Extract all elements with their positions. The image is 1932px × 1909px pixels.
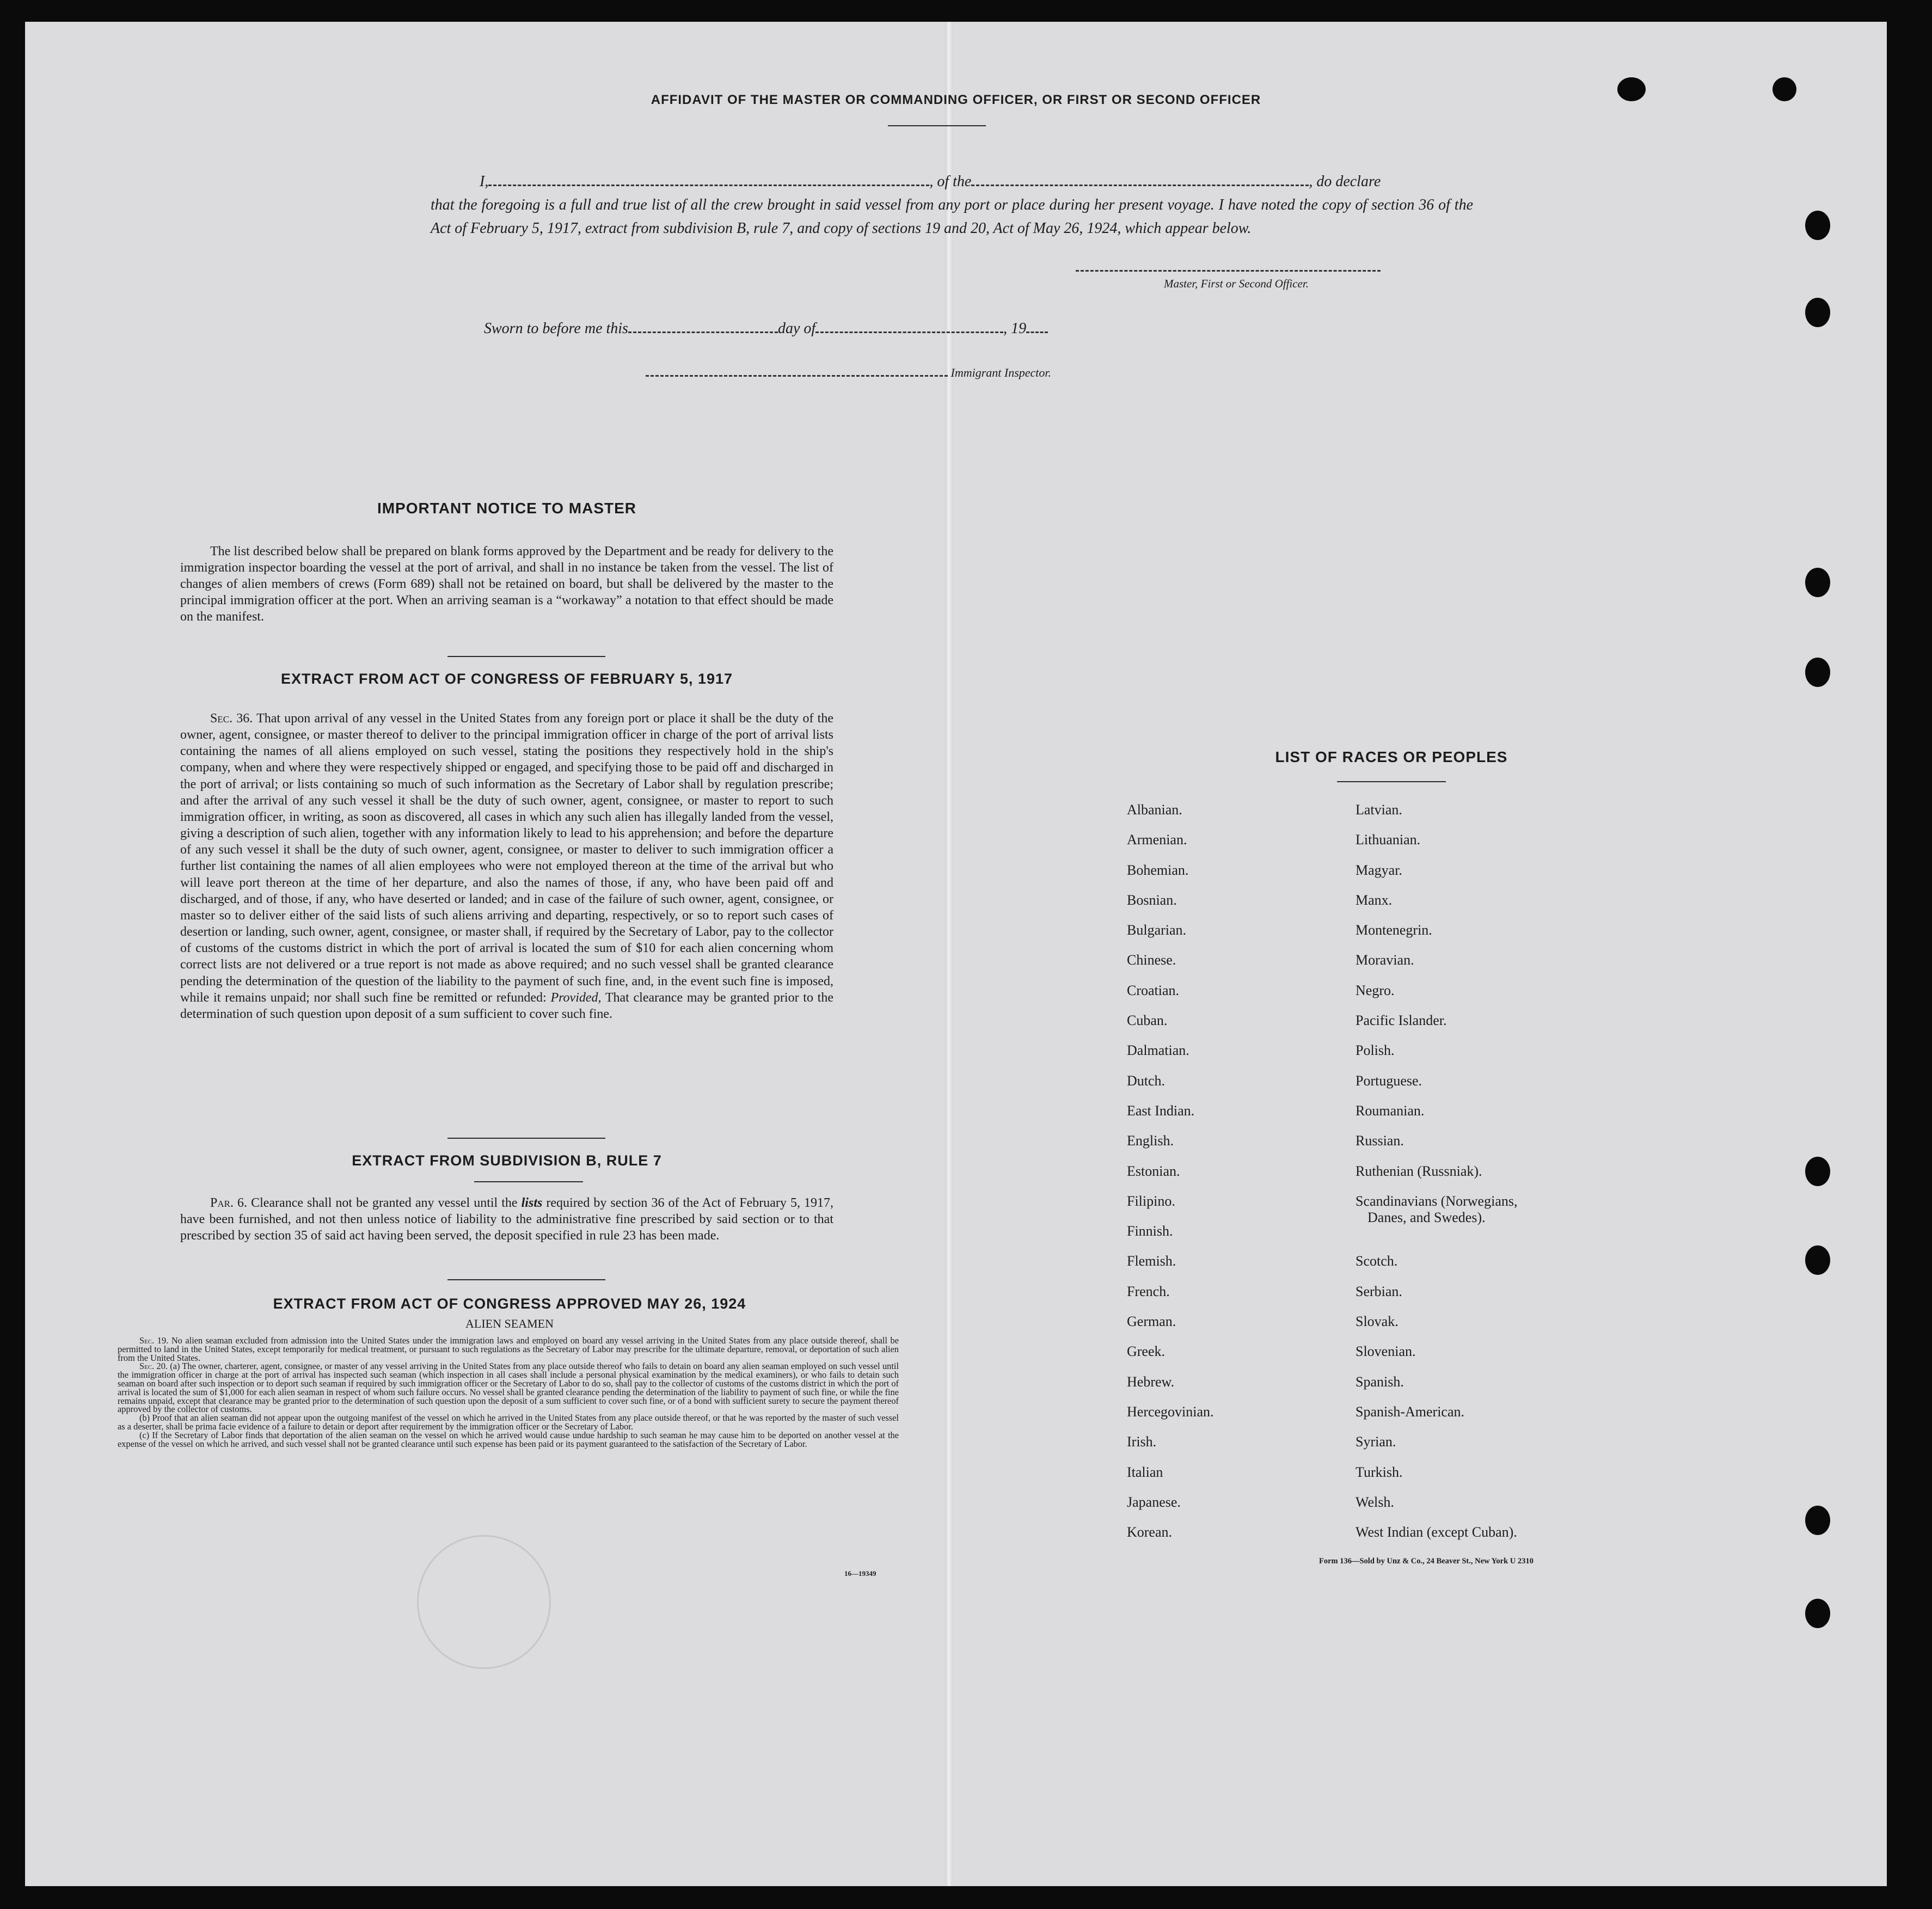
rule-7-text bbox=[180, 1195, 833, 1244]
inspector-signature-blank[interactable] bbox=[646, 372, 948, 377]
officer-signature-block bbox=[1076, 267, 1397, 291]
sec-19-body: No alien seaman excluded from admission into the United States under the immigration laws and employed on board any vessel arriving in the United States from any place outside thereof, shall be permitted to land in the United States, except temporarily for medical treatment, or pursuant to such regulations as the Secretary of Labor may prescribe for the ultimate departure, removal, or deportation of such alien from the United States. bbox=[118, 1335, 899, 1363]
race-item: Lithuanian. bbox=[1356, 832, 1421, 848]
race-item: English. bbox=[1127, 1133, 1174, 1149]
race-item: Chinese. bbox=[1127, 952, 1176, 968]
race-item: Ruthenian (Russniak). bbox=[1356, 1163, 1482, 1179]
binder-hole bbox=[1617, 77, 1646, 101]
divider-rule bbox=[447, 1279, 605, 1280]
races-title-rule bbox=[1337, 781, 1446, 782]
binder-hole bbox=[1805, 1506, 1830, 1535]
act-1924-sec-20b: (b) Proof that an alien seaman did not appear upon the outgoing manifest of the vessel on which he arrived in the United States from any place outside thereof, or that he was reported by the master of such vessel as a deserter, shall be prima facie evidence of a failure to detain or deport after requirement by the immigration officer or the Secretary of Labor. bbox=[118, 1413, 899, 1432]
race-item: Filipino. bbox=[1127, 1193, 1175, 1209]
act-1924-sec-20c: (c) If the Secretary of Labor finds that deportation of the alien seaman on the vessel on which he arrived would cause undue hardship to such seaman he may cause him to be deported on another vessel at the expense of the vessel on which he arrived, and such vessel shall not be granted clearance until such expense has been paid or its payment guaranteed to the satisfaction of the Secretary of Labor. bbox=[118, 1429, 899, 1449]
title-rule bbox=[888, 125, 986, 126]
sec-20-label: Sec. 20. bbox=[139, 1361, 168, 1372]
race-item: Finnish. bbox=[1127, 1223, 1173, 1239]
binder-hole bbox=[1805, 211, 1830, 240]
officer-signature-label: Master, First or Second Officer. bbox=[1164, 277, 1309, 290]
races-right-column bbox=[1356, 802, 1660, 1554]
race-item: Cuban. bbox=[1127, 1012, 1168, 1029]
race-item: Hercegovinian. bbox=[1127, 1403, 1214, 1420]
inspector-line bbox=[646, 366, 1051, 380]
binder-hole bbox=[1772, 77, 1796, 101]
rule-7-lists-word: lists bbox=[521, 1196, 543, 1210]
race-item: Negro. bbox=[1356, 982, 1395, 998]
act-1924-sec-20a bbox=[118, 1362, 899, 1414]
race-item: Manx. bbox=[1356, 892, 1393, 908]
act-1924-title: EXTRACT FROM ACT OF CONGRESS APPROVED MAY 26, 1924 bbox=[273, 1296, 746, 1312]
race-item-scandinavians bbox=[1356, 1193, 1660, 1254]
race-item: Flemish. bbox=[1127, 1253, 1176, 1269]
race-item: Dutch. bbox=[1127, 1072, 1166, 1089]
act-1917-body: That upon arrival of any vessel in the United States from any foreign port or place it shall be the duty of the owner, agent, consignee, or master thereof to deliver to the principal immigration officer in charge of the port of arrival lists containing the names of all aliens employed on such vessel, stating the positions they respectively hold in the ship's company, when and where they were respectively shipped or engaged, and specifying those to be paid off and discharged in the port of arrival; or lists containing so much of such information as the Secretary of Labor shall by regulation prescribe; and after the arrival of any such vessel it shall be the duty of such owner, agent, consignee, or master to report to such immigration officer, in writing, as soon as discovered, all cases in which any such alien has illegally landed from the vessel, giving a description of such alien, together with any information likely to lead to his apprehension; and before the departure of any such vessel it shall be the duty of such owner, agent, consignee, or master to deliver to such immigration officer a further list containing the names of all alien employees who were not employed thereon at the time of the arrival but who will leave port thereon at the time of her departure, and also the names of those, if any, who have been paid off and discharged, and of those, if any, who have deserted or landed; and in case of the failure of such owner, agent, consignee, or master so to deliver either of the said lists of such aliens arriving and departing, respectively, or so to report such cases of desertion or landing, such owner, agent, consignee, or master shall, if required by the Secretary of Labor, pay to the collector of customs of the customs district in which the port of arrival is located the sum of $10 for each alien concerning whom correct lists are not delivered or a true report is not made as above required; and no such vessel shall be granted clearance pending the determination of the question of the liability to the payment of such fine, and, in the event such fine is imposed, while it remains unpaid; nor shall such fine be remitted or refunded: bbox=[180, 711, 833, 1005]
rule-7-par-label: Par. 6. bbox=[210, 1196, 248, 1210]
divider-rule bbox=[474, 1181, 583, 1182]
form-code: 16—19349 bbox=[844, 1569, 876, 1577]
sec-19-label: Sec. 19. bbox=[139, 1335, 169, 1346]
race-item: Welsh. bbox=[1356, 1494, 1394, 1510]
race-item: Turkish. bbox=[1356, 1464, 1403, 1480]
act-1917-section-label: Sec. 36. bbox=[210, 711, 253, 726]
race-item: Italian bbox=[1127, 1464, 1163, 1480]
embossed-seal bbox=[417, 1535, 551, 1669]
rule-7-body-b: required by section 36 of the Act of February 5, 1917, have been furnished, and not then unless notice of liability to the administrative fine prescribed by said section or to that prescribed by section 35 of said act having been served, the deposit specified in rule 23 has been made. bbox=[180, 1196, 834, 1243]
race-item: Pacific Islander. bbox=[1356, 1012, 1447, 1029]
name-blank[interactable] bbox=[488, 181, 929, 186]
sworn-day-blank[interactable] bbox=[628, 328, 778, 333]
act-1917-text bbox=[180, 710, 833, 1022]
notice-body: The list described below shall be prepared on blank forms approved by the Department and be ready for delivery to the immigration inspector boarding the vessel at the port of arrival, and shall in no instance be taken from the vessel. The list of changes of alien members of crews (Form 689) shall not be retained on board, but shall be delivered by the master to the principal immigration officer at the port. When an arriving seaman is a “workaway” a notation to that effect should be made on the manifest. bbox=[180, 544, 833, 624]
race-item: Korean. bbox=[1127, 1524, 1173, 1540]
binder-hole bbox=[1805, 298, 1830, 327]
race-item: Polish. bbox=[1356, 1042, 1395, 1059]
sworn-line bbox=[484, 320, 1048, 337]
rule-7-body-a: Clearance shall not be granted any vessel until the bbox=[251, 1196, 518, 1210]
year-label: , 19 bbox=[1003, 320, 1027, 337]
race-item: Armenian. bbox=[1127, 832, 1187, 848]
affidavit-body: that the foregoing is a full and true list of all the crew brought in said vessel from any port or place during her present voyage. I have noted the copy of section 36 of the Act of February 5, 1917, extract from subdivision B, rule 7, and copy of sections 19 and 20, Act of May 26, 1924, which appear below. bbox=[431, 197, 1473, 237]
i-label: I, bbox=[480, 173, 489, 190]
race-item: Roumanian. bbox=[1356, 1102, 1425, 1119]
race-item: Greek. bbox=[1127, 1343, 1166, 1360]
binder-hole bbox=[1805, 568, 1830, 597]
race-item: Dalmatian. bbox=[1127, 1042, 1189, 1059]
officer-signature-line[interactable] bbox=[1076, 267, 1381, 272]
race-item: Scotch. bbox=[1356, 1253, 1398, 1269]
race-item: Slovenian. bbox=[1356, 1343, 1416, 1360]
binder-hole bbox=[1805, 1599, 1830, 1628]
of-the-label: , of the bbox=[929, 173, 972, 190]
race-item: German. bbox=[1127, 1313, 1176, 1330]
binder-hole bbox=[1805, 658, 1830, 687]
race-item: Moravian. bbox=[1356, 952, 1414, 968]
race-item: Slovak. bbox=[1356, 1313, 1399, 1330]
races-title: LIST OF RACES OR PEOPLES bbox=[1275, 748, 1508, 765]
race-item: Latvian. bbox=[1356, 802, 1402, 818]
divider-rule bbox=[447, 1138, 605, 1139]
vessel-blank[interactable] bbox=[971, 181, 1309, 186]
declaration-line bbox=[431, 170, 1473, 193]
act-1917-title: EXTRACT FROM ACT OF CONGRESS OF FEBRUARY 5, 1917 bbox=[280, 671, 733, 687]
race-item: West Indian (except Cuban). bbox=[1356, 1524, 1517, 1540]
race-item: East Indian. bbox=[1127, 1102, 1195, 1119]
act-1924-sec-19 bbox=[118, 1336, 899, 1362]
notice-title: IMPORTANT NOTICE TO MASTER bbox=[377, 500, 637, 517]
race-item: Russian. bbox=[1356, 1133, 1404, 1149]
race-item: French. bbox=[1127, 1283, 1170, 1299]
rule-7-title: EXTRACT FROM SUBDIVISION B, RULE 7 bbox=[352, 1152, 662, 1169]
race-item: Bohemian. bbox=[1127, 862, 1189, 878]
inspector-label: Immigrant Inspector. bbox=[950, 366, 1052, 379]
page-fold bbox=[945, 22, 953, 1886]
races-left-column bbox=[1127, 802, 1334, 1554]
race-item: Hebrew. bbox=[1127, 1373, 1175, 1390]
race-item: Montenegrin. bbox=[1356, 922, 1432, 938]
act-1917-proviso-label: Provided, bbox=[550, 990, 602, 1005]
sec-20a-body: (a) The owner, charterer, agent, consignee, or master of any vessel arriving in the United States from any place outside thereof who fails to detain on board any alien seaman employed on such vessel until the immigration officer in charge at the port of arrival has inspected such seaman (which inspection in all cases shall include a personal physical examination by the medical examiners), or who fails to detain such seaman on board after such inspection or to deport such seaman if required by such immigration officer or the Secretary of Labor to do so, shall pay to the collector of customs of the customs district in which the port of arrival is located the sum of $1,000 for each alien seaman in respect of whom such failure occurs. No vessel shall be granted clearance pending the determination of the liability to payment of such fine, or while the fine remains unpaid, except that clearance may be granted prior to the determination of such question upon the deposit of a sum sufficient to cover such fine, or of a bond with sufficient surety to secure the payment thereof approved by the collector of customs. bbox=[118, 1361, 899, 1415]
race-item-scandinavians-line-1: Scandinavians (Norwegians, bbox=[1356, 1193, 1518, 1209]
race-item: Syrian. bbox=[1356, 1434, 1396, 1450]
race-item: Magyar. bbox=[1356, 862, 1402, 878]
sworn-month-blank[interactable] bbox=[815, 328, 1003, 333]
race-item: Japanese. bbox=[1127, 1494, 1181, 1510]
binder-hole bbox=[1805, 1157, 1830, 1186]
act-1924-subtitle: ALIEN SEAMEN bbox=[465, 1317, 554, 1330]
affidavit-declaration bbox=[431, 170, 1473, 240]
race-item: Serbian. bbox=[1356, 1283, 1402, 1299]
binder-hole bbox=[1805, 1245, 1830, 1275]
race-item: Spanish-American. bbox=[1356, 1403, 1465, 1420]
affidavit-title: AFFIDAVIT OF THE MASTER OR COMMANDING OFFICER, OR FIRST OR SECOND OFFICER bbox=[651, 93, 1261, 107]
race-item: Croatian. bbox=[1127, 982, 1180, 998]
sworn-label: Sworn to before me this bbox=[484, 320, 628, 337]
race-item: Spanish. bbox=[1356, 1373, 1404, 1390]
form-sale-note: Form 136—Sold by Unz & Co., 24 Beaver St., New York U 2310 bbox=[1319, 1557, 1534, 1566]
race-item-scandinavians-line-2: Danes, and Swedes). bbox=[1367, 1209, 1486, 1225]
race-item: Estonian. bbox=[1127, 1163, 1180, 1179]
act-1917-proviso-body: That clearance may be granted prior to the determination of such question upon deposit of a sum sufficient to cover such fine. bbox=[180, 990, 833, 1021]
day-of-label: day of bbox=[777, 320, 816, 337]
race-item: Albanian. bbox=[1127, 802, 1182, 818]
divider-rule bbox=[447, 656, 605, 657]
scanned-document-page bbox=[25, 22, 1887, 1886]
sworn-year-blank[interactable] bbox=[1026, 328, 1048, 333]
race-item: Bulgarian. bbox=[1127, 922, 1187, 938]
race-item: Irish. bbox=[1127, 1434, 1157, 1450]
race-item: Portuguese. bbox=[1356, 1072, 1422, 1089]
race-item: Bosnian. bbox=[1127, 892, 1177, 908]
do-declare-label: , do declare bbox=[1309, 173, 1381, 190]
act-1924-text bbox=[118, 1336, 899, 1448]
